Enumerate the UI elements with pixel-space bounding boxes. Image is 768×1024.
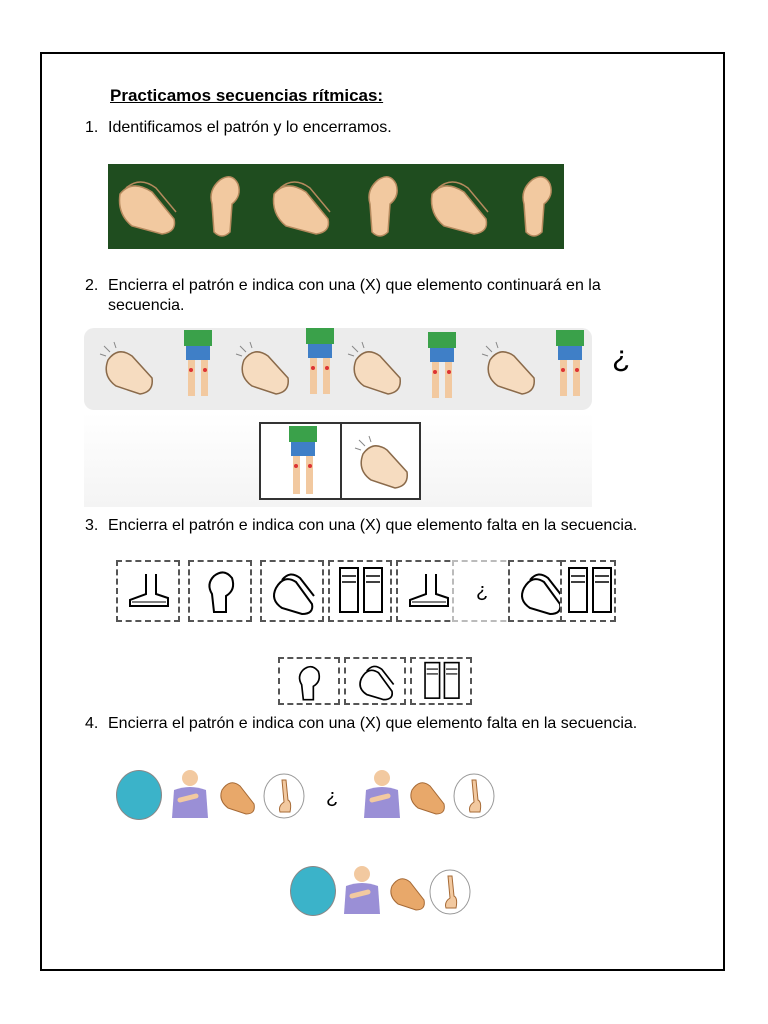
- question-2: [85, 276, 668, 316]
- shoe-stomp-icon: [126, 572, 172, 612]
- missing-element-marker: ¿: [476, 580, 489, 602]
- clapping-hands-icon: [406, 772, 450, 818]
- answer-option-clap[interactable]: [386, 868, 430, 914]
- chest-pat-icon: [358, 768, 406, 820]
- teal-hands-icon: [116, 770, 162, 820]
- clapping-hands-icon: [480, 338, 540, 398]
- answer-option-knees[interactable]: [410, 657, 472, 705]
- clapping-hands-icon: [268, 568, 318, 618]
- kid-legs-icon: [300, 328, 340, 398]
- clapping-hands-icon: [234, 338, 294, 398]
- chest-pat-icon: [166, 768, 214, 820]
- clapping-hands-icon[interactable]: [353, 432, 413, 492]
- clapping-hands-icon: [112, 174, 182, 239]
- kid-legs-icon: [422, 332, 462, 402]
- clapping-hands-icon: [352, 661, 400, 703]
- clapping-hands-icon: [424, 174, 494, 239]
- shoe-stomp-icon: [406, 572, 452, 612]
- question-3-text: Encierra el patrón e indica con una (X) que elemento falta en la secuencia.: [108, 517, 638, 534]
- knees-tap-icon: [418, 661, 466, 703]
- finger-icon: [262, 772, 306, 820]
- question-1-number: 1.: [85, 119, 99, 136]
- question-4-text: Encierra el patrón e indica con una (X) que elemento falta en la secuencia.: [108, 715, 638, 732]
- pattern-strip-1: [108, 164, 564, 249]
- kid-legs-icon: [550, 330, 590, 400]
- knees-tap-icon: [565, 566, 615, 618]
- question-2-number: 2.: [85, 277, 99, 294]
- sequence-cell-knees: [328, 560, 392, 622]
- finger-icon: [452, 772, 496, 820]
- question-4-number: 4.: [85, 715, 99, 732]
- answer-option-snap[interactable]: [278, 657, 340, 705]
- answer-options-2: [259, 422, 421, 500]
- missing-element-marker[interactable]: ¿: [326, 786, 339, 808]
- answer-option-finger[interactable]: [428, 868, 472, 916]
- question-1: [85, 118, 392, 138]
- clapping-hands-icon: [266, 174, 336, 239]
- sequence-cell-stomp: [396, 560, 460, 622]
- worksheet-title: Practicamos secuencias rítmicas:: [110, 86, 384, 105]
- snapping-fingers-icon: [202, 568, 242, 616]
- snapping-fingers-icon: [358, 170, 408, 242]
- sequence-cell-knees: [560, 560, 616, 622]
- sequence-cell-missing[interactable]: [452, 560, 516, 622]
- knees-tap-icon: [336, 566, 386, 618]
- question-3: [85, 516, 668, 536]
- clapping-hands-icon: [516, 568, 566, 618]
- sequence-cell-clap: [260, 560, 324, 622]
- sequence-cell-snap: [188, 560, 252, 622]
- question-3-number: 3.: [85, 517, 99, 534]
- pattern-strip-2: [84, 328, 592, 410]
- kid-legs-icon[interactable]: [283, 426, 323, 498]
- snapping-fingers-icon: [292, 663, 328, 703]
- clapping-hands-icon: [346, 338, 406, 398]
- sequence-cell-stomp: [116, 560, 180, 622]
- question-4: [85, 714, 668, 734]
- option-divider: [340, 424, 342, 498]
- question-2-text: Encierra el patrón e indica con una (X) que elemento continuará en la secuencia.: [108, 277, 601, 314]
- snapping-fingers-icon: [512, 170, 562, 242]
- clapping-hands-icon: [98, 338, 158, 398]
- answer-option-teal-hands[interactable]: [290, 866, 336, 916]
- missing-element-marker: ¿: [612, 340, 631, 373]
- snapping-fingers-icon: [200, 170, 250, 242]
- question-1-text: Identificamos el patrón y lo encerramos.: [108, 119, 392, 136]
- clapping-hands-icon: [216, 772, 260, 818]
- answer-option-clap[interactable]: [344, 657, 406, 705]
- answer-option-chest-pat[interactable]: [338, 864, 386, 916]
- kid-legs-icon: [178, 330, 218, 400]
